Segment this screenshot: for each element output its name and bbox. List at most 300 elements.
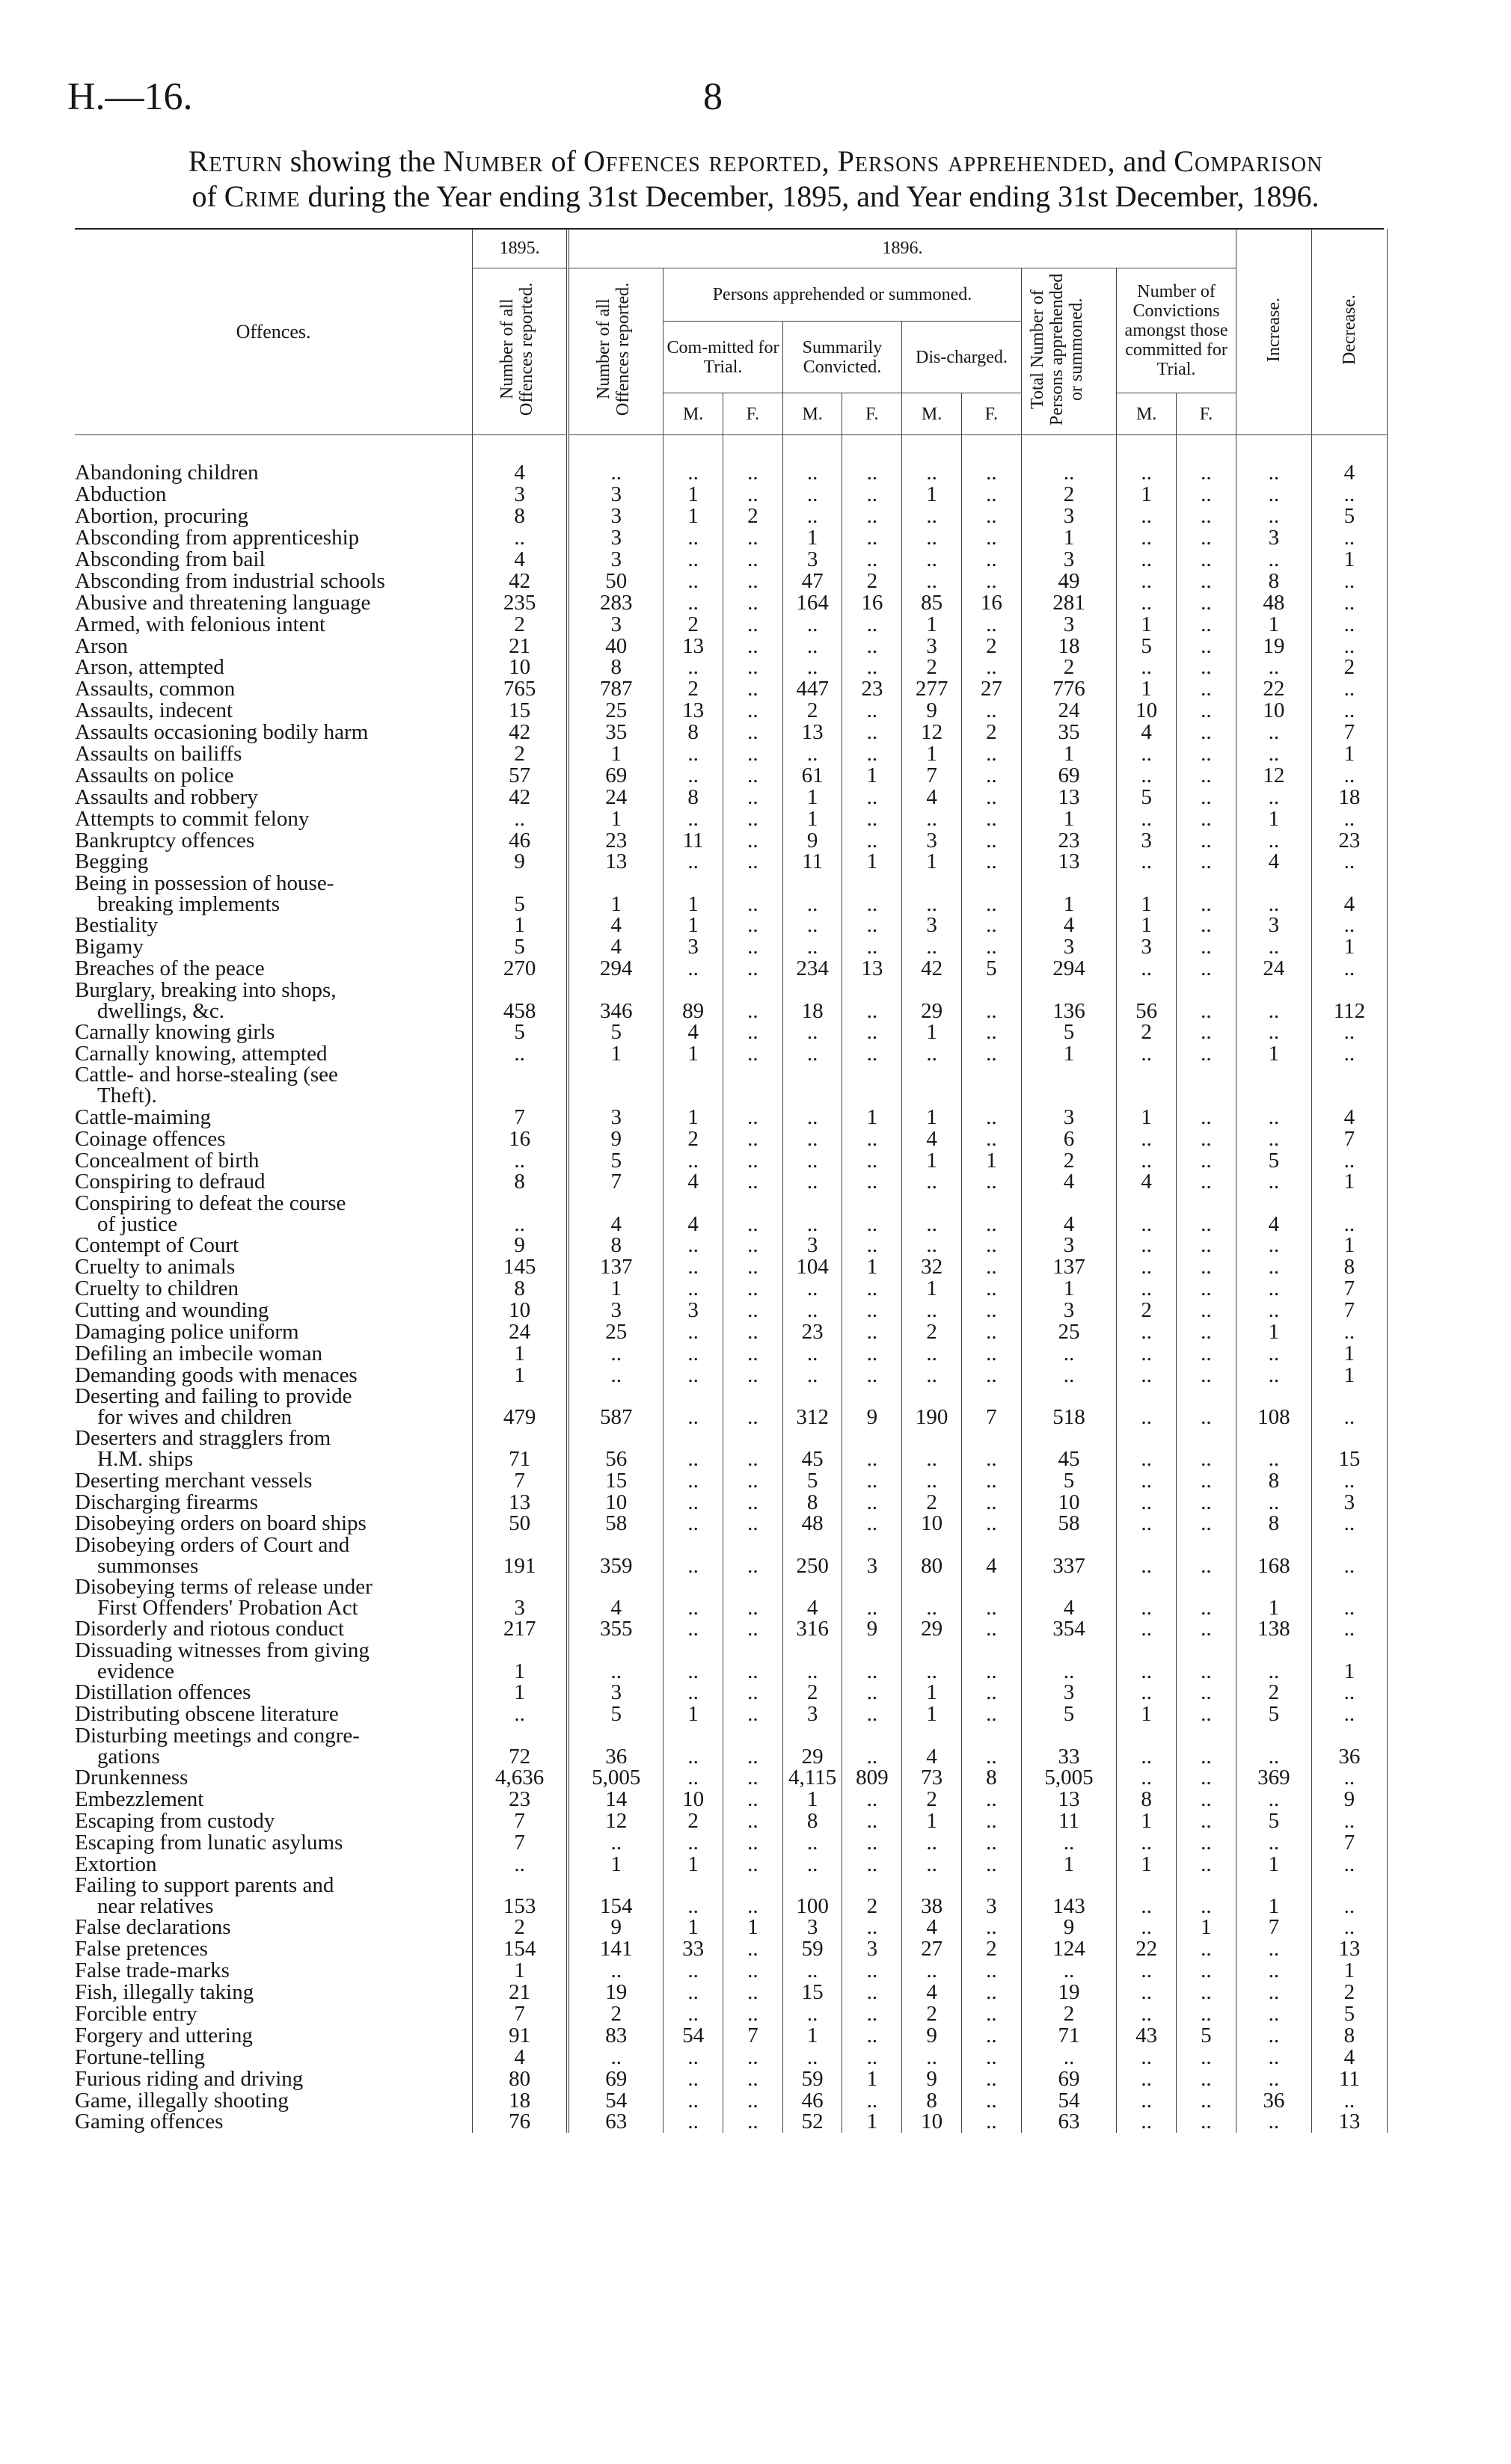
cell-value: 587 [568, 1386, 663, 1428]
cell-value: 11 [782, 851, 842, 873]
cell-value: .. [902, 1193, 962, 1235]
title-word: of [551, 144, 576, 178]
offence-label: Assaults, indecent [75, 698, 233, 723]
cell-value: .. [1311, 1810, 1387, 1831]
cell-value: .. [842, 829, 902, 851]
cell-value: .. [1117, 1386, 1177, 1428]
offence-label: Forgery and uttering [75, 2023, 253, 2047]
cell-value: .. [723, 2089, 783, 2111]
cell-value: .. [902, 1576, 962, 1618]
cell-value: .. [473, 1149, 568, 1171]
cell-value: 3 [782, 549, 842, 571]
cell-value: .. [663, 1364, 723, 1386]
cell-value: 2 [961, 635, 1021, 657]
cell-value: 1 [1311, 1960, 1387, 1982]
cell-value: 3 [782, 1235, 842, 1256]
cell-value: 10 [473, 657, 568, 678]
offences-table [75, 229, 1388, 2133]
cell-value: .. [1177, 1278, 1236, 1300]
offence-label: Escaping from custody [75, 1808, 275, 1833]
cell-value: 22 [1117, 1938, 1177, 1960]
cell-value: 5 [782, 1469, 842, 1491]
offence-name [75, 1469, 473, 1491]
title-word: and [1123, 144, 1167, 178]
cell-value: 1 [568, 743, 663, 765]
cell-value: 3 [842, 1534, 902, 1576]
cell-value: .. [1177, 1682, 1236, 1703]
table-row [75, 786, 1388, 808]
offence-label: Drunkenness [75, 1765, 189, 1789]
cell-value: .. [1177, 1853, 1236, 1875]
cell-value: 2 [663, 613, 723, 635]
offence-label: Arson [75, 633, 128, 658]
cell-value: .. [1177, 1534, 1236, 1576]
cell-value: 23 [842, 678, 902, 700]
cell-value: .. [1311, 1534, 1387, 1576]
cell-value: .. [723, 1128, 783, 1149]
cell-value: .. [1117, 1767, 1177, 1789]
cell-value: .. [1311, 1917, 1387, 1938]
cell-value: 49 [1021, 570, 1117, 592]
cell-value: .. [782, 1960, 842, 1982]
table-row [75, 808, 1388, 829]
cell-value: .. [1177, 2089, 1236, 2111]
cell-value: .. [1177, 484, 1236, 506]
cell-value: .. [723, 592, 783, 613]
cell-value: .. [1177, 1703, 1236, 1725]
cell-value: 45 [1021, 1428, 1117, 1469]
offence-name [75, 870, 473, 916]
cell-value: .. [902, 1853, 962, 1875]
title-word: Return [188, 144, 283, 178]
cell-value: .. [961, 2046, 1021, 2068]
cell-value: .. [1117, 1149, 1177, 1171]
offence-name [75, 657, 473, 678]
cell-value: .. [782, 873, 842, 915]
cell-value: .. [1021, 1364, 1117, 1386]
cell-value: 1 [1236, 808, 1311, 829]
cell-value: .. [723, 1171, 783, 1193]
offence-name [75, 1960, 473, 1982]
cell-value: 1 [1117, 1106, 1177, 1128]
offence-label: Extortion [75, 1852, 157, 1876]
cell-value: 1 [902, 1703, 962, 1725]
cell-value: .. [961, 613, 1021, 635]
cell-value: 3 [1021, 1682, 1117, 1703]
cell-value: .. [842, 1576, 902, 1618]
title-word: of [191, 179, 217, 213]
cell-value: .. [961, 1513, 1021, 1534]
cell-value: 1 [1021, 527, 1117, 549]
cell-value: 250 [782, 1534, 842, 1576]
cell-value: 7 [961, 1386, 1021, 1428]
cell-value: 76 [473, 2111, 568, 2133]
cell-value: .. [723, 1364, 783, 1386]
cell-value: .. [842, 980, 902, 1021]
cell-value: .. [663, 1386, 723, 1428]
cell-value: 8 [782, 1491, 842, 1513]
cell-value: .. [782, 936, 842, 958]
cell-value: .. [782, 743, 842, 765]
cell-value: .. [663, 1491, 723, 1513]
offence-name [75, 1872, 473, 1918]
cell-value: .. [1117, 1576, 1177, 1618]
cell-value: .. [842, 1171, 902, 1193]
cell-value: .. [663, 435, 723, 484]
cell-value: 1 [902, 1149, 962, 1171]
cell-value: .. [842, 1810, 902, 1831]
offence-name [75, 1426, 473, 1472]
cell-value: 283 [568, 592, 663, 613]
cell-value: 354 [1021, 1618, 1117, 1640]
cell-value: .. [568, 1960, 663, 1982]
table-row [75, 657, 1388, 678]
offence-label: Coinage offences [75, 1126, 226, 1151]
offence-label-continued: of justice [97, 1211, 178, 1236]
cell-value: 1 [568, 808, 663, 829]
cell-value: .. [782, 506, 842, 527]
cell-value: .. [842, 1364, 902, 1386]
cell-value: 108 [1236, 1386, 1311, 1428]
cell-value: 1 [473, 1960, 568, 1982]
cell-value: 2 [663, 1128, 723, 1149]
cell-value: .. [723, 786, 783, 808]
cell-value: .. [1021, 1640, 1117, 1682]
cell-value: 29 [902, 980, 962, 1021]
cell-value: .. [1177, 700, 1236, 722]
cell-value: 23 [782, 1321, 842, 1343]
cell-value: .. [1177, 1235, 1236, 1256]
cell-value: 4 [961, 1534, 1021, 1576]
cell-value: 168 [1236, 1534, 1311, 1576]
cell-value: 141 [568, 1938, 663, 1960]
cell-value: 50 [568, 570, 663, 592]
cell-value: 9 [1021, 1917, 1117, 1938]
cell-value: 5 [1117, 635, 1177, 657]
cell-value: .. [1177, 1321, 1236, 1343]
table-row [75, 1875, 1388, 1917]
cell-value: .. [1117, 1128, 1177, 1149]
cell-value: .. [1236, 484, 1311, 506]
cell-value: .. [961, 657, 1021, 678]
cell-value [842, 1064, 902, 1106]
cell-value: 1 [1311, 1235, 1387, 1256]
cell-value: .. [961, 2089, 1021, 2111]
cell-value: .. [723, 1235, 783, 1256]
table-row [75, 958, 1388, 980]
header-reported-1896 [568, 268, 663, 435]
cell-value: .. [961, 915, 1021, 936]
table-row [75, 1235, 1388, 1256]
cell-value [473, 1064, 568, 1106]
cell-value: 355 [568, 1618, 663, 1640]
cell-value: .. [1311, 1875, 1387, 1917]
cell-value: 3 [663, 936, 723, 958]
cell-value: .. [723, 1831, 783, 1853]
offence-name [75, 1703, 473, 1725]
offence-label: Carnally knowing, attempted [75, 1041, 328, 1066]
table-header [75, 229, 1388, 435]
cell-value: 10 [902, 1513, 962, 1534]
cell-value: 2 [961, 1938, 1021, 1960]
cell-value: .. [842, 527, 902, 549]
table-row [75, 1682, 1388, 1703]
cell-value: 7 [1236, 1917, 1311, 1938]
cell-value: 1 [473, 1640, 568, 1682]
cell-value: 4 [1311, 1106, 1387, 1128]
offence-label: Absconding from apprenticeship [75, 526, 360, 550]
table-row [75, 1640, 1388, 1682]
cell-value: 48 [1236, 592, 1311, 613]
cell-value: 38 [902, 1875, 962, 1917]
offence-label: Disorderly and riotous conduct [75, 1617, 345, 1641]
cell-value: 10 [1117, 700, 1177, 722]
cell-value: .. [961, 700, 1021, 722]
table-row [75, 1321, 1388, 1343]
offence-name [75, 700, 473, 722]
offence-label: Contempt of Court [75, 1233, 239, 1258]
cell-value: 5 [473, 936, 568, 958]
cell-value: .. [902, 549, 962, 571]
cell-value: .. [842, 1513, 902, 1534]
offence-label: Bigamy [75, 935, 144, 959]
cell-value: .. [723, 678, 783, 700]
offence-name [75, 1190, 473, 1236]
cell-value: .. [782, 2046, 842, 2068]
table-row [75, 764, 1388, 786]
cell-value: 143 [1021, 1875, 1117, 1917]
cell-value: 1 [663, 1917, 723, 1938]
cell-value: .. [1117, 1682, 1177, 1703]
cell-value: 518 [1021, 1386, 1117, 1428]
cell-value: 9 [568, 1128, 663, 1149]
cell-value: .. [1236, 722, 1311, 743]
cell-value: .. [663, 1342, 723, 1364]
cell-value: 5,005 [1021, 1767, 1117, 1789]
cell-value: .. [1236, 1831, 1311, 1853]
table-row [75, 549, 1388, 571]
cell-value: 13 [1021, 851, 1117, 873]
table-row [75, 1300, 1388, 1321]
cell-value: 164 [782, 592, 842, 613]
cell-value: .. [1177, 1469, 1236, 1491]
cell-value: 25 [1021, 1321, 1117, 1343]
cell-value: .. [842, 1193, 902, 1235]
cell-value: 7 [1311, 1128, 1387, 1149]
cell-value: .. [842, 549, 902, 571]
offence-name [75, 1491, 473, 1513]
cell-value [1021, 1064, 1117, 1106]
cell-value: .. [902, 1300, 962, 1321]
cell-value: .. [723, 1469, 783, 1491]
offence-name [75, 1278, 473, 1300]
offence-name [75, 1853, 473, 1875]
cell-value: 4 [568, 936, 663, 958]
offence-label: Conspiring to defeat the course [75, 1190, 346, 1215]
cell-value: .. [961, 1491, 1021, 1513]
cell-value: .. [1117, 657, 1177, 678]
cell-value: 1 [902, 1278, 962, 1300]
cell-value: 71 [1021, 2024, 1117, 2046]
cell-value: .. [723, 829, 783, 851]
cell-value: 8 [902, 2089, 962, 2111]
cell-value: 80 [473, 2068, 568, 2089]
cell-value: .. [782, 435, 842, 484]
offence-label: Damaging police uniform [75, 1319, 299, 1344]
table-row [75, 2024, 1388, 2046]
cell-value: .. [568, 1364, 663, 1386]
cell-value: 42 [473, 786, 568, 808]
cell-value: 1 [842, 1256, 902, 1278]
cell-value: .. [1177, 1106, 1236, 1128]
cell-value: .. [1236, 1938, 1311, 1960]
table-row [75, 700, 1388, 722]
offence-label: Defiling an imbecile woman [75, 1341, 322, 1365]
header-decrease-label: Decrease. [1339, 294, 1359, 365]
cell-value: 2 [1117, 1300, 1177, 1321]
cell-value: .. [961, 1300, 1021, 1321]
cell-value [1236, 1064, 1311, 1106]
cell-value: 765 [473, 678, 568, 700]
cell-value: .. [1117, 1256, 1177, 1278]
offence-name [75, 1042, 473, 1064]
cell-value: .. [1311, 1703, 1387, 1725]
cell-value: 71 [473, 1428, 568, 1469]
cell-value: .. [663, 1576, 723, 1618]
cell-value: .. [961, 1278, 1021, 1300]
cell-value: .. [961, 873, 1021, 915]
cell-value: .. [842, 722, 902, 743]
cell-value: 1 [663, 915, 723, 936]
cell-value: .. [842, 808, 902, 829]
cell-value: 8 [782, 1810, 842, 1831]
cell-value: 4 [1117, 1171, 1177, 1193]
cell-value: .. [961, 1342, 1021, 1364]
offence-name [75, 1300, 473, 1321]
offence-label: Burglary, breaking into shops, [75, 977, 337, 1002]
cell-value: 2 [961, 722, 1021, 743]
cell-value: 19 [1236, 635, 1311, 657]
cell-value: .. [663, 570, 723, 592]
cell-value: .. [842, 2089, 902, 2111]
cell-value: 42 [473, 570, 568, 592]
offence-name [75, 1386, 473, 1428]
offence-label: Deserters and stragglers from [75, 1426, 331, 1451]
cell-value: 5 [1236, 1810, 1311, 1831]
cell-value: .. [1236, 1278, 1311, 1300]
cell-value: .. [663, 1725, 723, 1767]
cell-value: 3 [1236, 915, 1311, 936]
table-row [75, 1386, 1388, 1428]
cell-value: .. [1177, 1171, 1236, 1193]
table-row [75, 722, 1388, 743]
offence-label: Discharging firearms [75, 1490, 259, 1514]
cell-value: .. [782, 613, 842, 635]
cell-value: 1 [1236, 1853, 1311, 1875]
cell-value: .. [1311, 958, 1387, 980]
cell-value: .. [1117, 1364, 1177, 1386]
offence-label-continued: near relatives [97, 1893, 214, 1918]
cell-value: 54 [663, 2024, 723, 2046]
cell-value: 3 [568, 613, 663, 635]
cell-value: .. [1236, 980, 1311, 1021]
cell-value: .. [1117, 1618, 1177, 1640]
cell-value: .. [723, 1278, 783, 1300]
cell-value: .. [663, 2111, 723, 2133]
cell-value: 29 [902, 1618, 962, 1640]
cell-value: 27 [902, 1938, 962, 1960]
header-offences: Offences. [75, 229, 473, 435]
cell-value: 1 [782, 2024, 842, 2046]
cell-value: 4,115 [782, 1767, 842, 1789]
cell-value: 3 [568, 1300, 663, 1321]
offence-name [75, 1938, 473, 1960]
offence-name [75, 1982, 473, 2003]
cell-value: .. [1311, 808, 1387, 829]
cell-value: 5 [1236, 1703, 1311, 1725]
cell-value: .. [782, 915, 842, 936]
title-word: Comparison [1174, 144, 1323, 178]
cell-value: .. [663, 1513, 723, 1534]
offence-label: Cruelty to animals [75, 1255, 236, 1279]
cell-value: 1 [1117, 1703, 1177, 1725]
cell-value [902, 1064, 962, 1106]
cell-value: .. [1117, 1491, 1177, 1513]
cell-value: .. [663, 1831, 723, 1853]
cell-value: .. [663, 2089, 723, 2111]
cell-value: .. [723, 2068, 783, 2089]
offence-name [75, 977, 473, 1023]
cell-value: 137 [1021, 1256, 1117, 1278]
cell-value: .. [1236, 2024, 1311, 2046]
cell-value: 8 [473, 506, 568, 527]
cell-value: 1 [473, 915, 568, 936]
table-row [75, 873, 1388, 915]
table-row [75, 1917, 1388, 1938]
cell-value: .. [723, 1193, 783, 1235]
cell-value: .. [782, 1342, 842, 1364]
cell-value: .. [1311, 527, 1387, 549]
cell-value: 58 [1021, 1513, 1117, 1534]
cell-value: .. [842, 1235, 902, 1256]
cell-value: 13 [1311, 2111, 1387, 2133]
cell-value: .. [902, 936, 962, 958]
table-row [75, 1938, 1388, 1960]
cell-value: .. [842, 2046, 902, 2068]
cell-value: .. [1117, 1917, 1177, 1938]
cell-value: 85 [902, 592, 962, 613]
cell-value: .. [961, 764, 1021, 786]
cell-value: 48 [782, 1513, 842, 1534]
offence-label: Fortune-telling [75, 2044, 205, 2069]
cell-value: 3 [902, 829, 962, 851]
cell-value: 10 [1236, 700, 1311, 722]
cell-value: .. [782, 1831, 842, 1853]
offence-label: Forcible entry [75, 2001, 197, 2026]
header-apprehended: Persons apprehended or summoned. [663, 268, 1021, 322]
cell-value: .. [1311, 915, 1387, 936]
offence-label-continued: Theft). [97, 1084, 157, 1108]
cell-value: .. [1177, 1364, 1236, 1386]
cell-value: .. [723, 700, 783, 722]
cell-value: 21 [473, 635, 568, 657]
cell-value: .. [1311, 1386, 1387, 1428]
cell-value: .. [1177, 678, 1236, 700]
cell-value: 3 [1311, 1491, 1387, 1513]
cell-value: .. [1117, 1960, 1177, 1982]
cell-value: .. [902, 435, 962, 484]
offence-name [75, 743, 473, 765]
